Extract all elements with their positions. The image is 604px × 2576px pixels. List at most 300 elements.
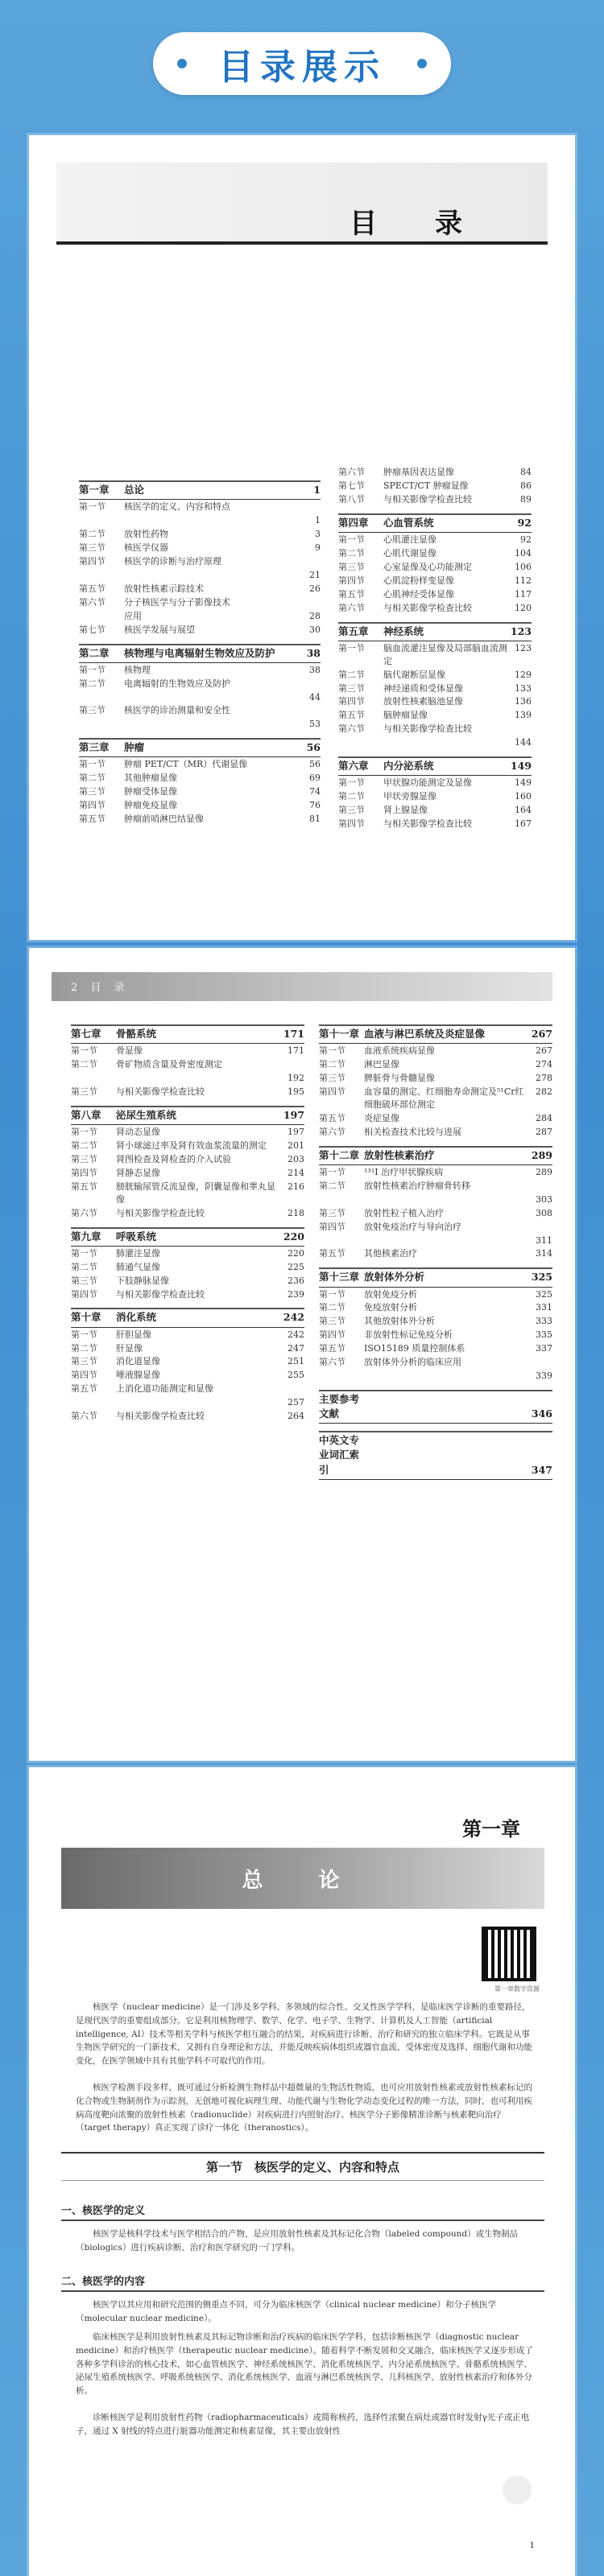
- entry-page: 104: [515, 547, 532, 558]
- entry-number: 第六节: [71, 1411, 97, 1422]
- entry-page: 112: [515, 575, 532, 586]
- toc-entry: [338, 575, 532, 587]
- entry-title: 放射体外分析的临床应用: [364, 1357, 461, 1368]
- section-title: 第一节 核医学的定义、内容和特点: [61, 2152, 544, 2181]
- entry-title: 骨显像: [116, 1045, 143, 1057]
- entry-number: 第七节: [338, 480, 365, 491]
- entry-title: 膀胱输尿管反流显像，阴囊显像和睾丸显像: [116, 1181, 275, 1205]
- qr-caption: 第一章数字资源: [494, 1985, 540, 1993]
- entry-page: 139: [515, 710, 532, 721]
- chapter-page: 123: [510, 624, 532, 637]
- entry-page: 84: [520, 467, 532, 477]
- entry-number: 第二节: [338, 791, 365, 802]
- entry-page: 255: [288, 1370, 304, 1381]
- entry-number: 第四节: [338, 575, 365, 586]
- entry-title: 肝显像: [116, 1342, 143, 1354]
- entry-number: 第三节: [79, 705, 105, 716]
- toc-chapter: [319, 1027, 552, 1044]
- entry-page: 1: [315, 515, 321, 526]
- entry-number: 第八节: [338, 493, 365, 505]
- entry-title: 心肌灌注显像: [383, 534, 436, 545]
- toc-entry: [79, 718, 321, 731]
- toc-entry: [79, 555, 321, 568]
- entry-title: 心肌淀粉样变显像: [383, 575, 454, 586]
- entry-title: 与相关影像学检查比较: [383, 723, 472, 735]
- toc-entry: [338, 804, 532, 817]
- entry-title: 核医学发展与展望: [124, 624, 195, 635]
- entry-title: 炎症显像: [364, 1112, 399, 1123]
- toc-entry: [71, 1410, 304, 1423]
- entry-page: 282: [536, 1086, 552, 1097]
- dot-left-icon: [177, 59, 187, 68]
- chapter-band: [61, 1848, 544, 1909]
- toc-column-left: [79, 473, 321, 826]
- entry-page: 9: [315, 542, 321, 553]
- toc-entry: [319, 1315, 552, 1328]
- entry-title: 肿瘤 PET/CT（MR）代谢显像: [124, 759, 248, 770]
- entry-number: 第五节: [338, 710, 365, 721]
- chapter-number: 主要参考文献: [319, 1393, 360, 1420]
- entry-title: 与相关影像学检查比较: [116, 1288, 205, 1300]
- page-header-text: 2 目 录: [71, 982, 130, 994]
- entry-title: 其他肿瘤显像: [124, 773, 177, 784]
- entry-number: 第一节: [319, 1045, 345, 1057]
- entry-title: 与相关影像学检查比较: [116, 1411, 205, 1422]
- entry-title: 非放射性标记免疫分析: [364, 1329, 453, 1341]
- chapter-title: 泌尿生殖系统: [116, 1108, 177, 1121]
- entry-number: 第二节: [71, 1140, 97, 1151]
- entry-title: 唾液腺显像: [116, 1370, 160, 1381]
- toc-column-left: [71, 1017, 304, 1423]
- entry-title: 肾小球滤过率及肾有效血浆流量的测定: [116, 1140, 267, 1151]
- toc-entry: [79, 813, 321, 826]
- entry-number: 第四节: [319, 1086, 345, 1097]
- entry-number: 第一节: [338, 777, 365, 789]
- chapter-rule: [319, 1390, 552, 1391]
- entry-page: 144: [515, 737, 532, 748]
- entry-page: 160: [515, 791, 532, 802]
- entry-page: 120: [515, 602, 532, 613]
- entry-title: 肿瘤受体显像: [124, 786, 177, 798]
- entry-number: 第二节: [338, 547, 365, 558]
- entry-title: 与相关影像学检查比较: [116, 1086, 205, 1097]
- chapter-number: 第十章: [71, 1311, 101, 1324]
- entry-number: 第二节: [79, 529, 105, 539]
- toc-entry: [338, 642, 532, 668]
- banner-title: 目录展示: [218, 47, 386, 88]
- entry-number: 第三节: [319, 1207, 345, 1218]
- entry-page: 30: [309, 624, 321, 635]
- entry-page: 74: [309, 786, 321, 798]
- chapter-rule: [79, 738, 321, 740]
- entry-title: 肾静态显像: [116, 1167, 160, 1178]
- toc-chapter: [71, 1108, 304, 1125]
- entry-number: 第一节: [79, 664, 105, 675]
- toc-entry: [319, 1166, 552, 1179]
- entry-title: 肿瘤基因表达显像: [383, 467, 454, 477]
- toc-entry: [338, 818, 532, 831]
- entry-number: 第六节: [79, 596, 105, 608]
- entry-title: 上消化道功能测定和显像: [116, 1383, 213, 1395]
- entry-title: 相关检查技术比较与进展: [364, 1126, 461, 1137]
- entry-number: 第五节: [71, 1383, 97, 1395]
- chapter-number: 第八章: [71, 1108, 101, 1121]
- chapter-page: 267: [531, 1028, 552, 1040]
- entry-page: 92: [520, 534, 532, 545]
- toc-entry: [71, 1369, 304, 1382]
- entry-title: 脑肿瘤显像: [383, 710, 428, 721]
- entry-page: 136: [515, 696, 532, 707]
- chapter-page: 92: [517, 516, 532, 529]
- entry-number: 第一节: [338, 642, 365, 653]
- entry-page: 195: [288, 1086, 304, 1097]
- entry-title: 淋巴显像: [364, 1059, 399, 1070]
- entry-page: 257: [288, 1397, 304, 1408]
- entry-title: 下肢静脉显像: [116, 1275, 169, 1286]
- entry-title: 肺通气显像: [116, 1261, 160, 1272]
- entry-title: 肿瘤免疫显像: [124, 800, 177, 811]
- toc-entry: [79, 610, 321, 623]
- entry-page: 218: [288, 1207, 304, 1218]
- intro-paragraph: 核医学（nuclear medicine）是一门涉及多学科、多领域的综合性、交叉性医学学科，是临床医学诊断的重要路径，是现代医学的重要组成部分。它是利用核物理学、数学、化学、电子学、生物学、计算机及人工智能（artificial intelligence, AI）技术等相关学科与核医学相互融合的结果，对疾病进行诊断、治疗和研究的独立临床学科。它既是从事生物医学研究的一门新技术，又拥有自身理论和方法，并能反映疾病体组织或器官血流、受体密度及选择、细胞代谢和功能变化，在医学领域中具有其他学科不可取代的作用。: [76, 2002, 532, 2067]
- subsection-text: 临床核医学是利用放射性核素及其标记物诊断和治疗疾病的临床医学学科，包括诊断核医学（diagnostic nuclear medicine）和治疗核医学（therapeutic nuclear medicine）。随着科学不断发展和交叉融合，临床核医学又逐步形成了各种多学科诊治的核心技术，如心血管核医学、神经系统核医学、消化系统核医学、内分泌系统核医学、骨骼系统核医学、泌尿生殖系统核医学、呼吸系统核医学、消化系统核医学、血液与淋巴系统核医学、儿科核医学、放射性核素治疗和体外分析。: [76, 2332, 533, 2397]
- chapter-page: 197: [283, 1108, 304, 1121]
- entry-number: 第二节: [71, 1342, 97, 1354]
- entry-number: 第二节: [319, 1302, 345, 1313]
- entry-page: 267: [536, 1045, 552, 1057]
- toc-chapter: [338, 624, 532, 641]
- entry-page: 242: [288, 1329, 304, 1340]
- entry-number: 第四节: [71, 1370, 97, 1381]
- intro-paragraph-2: 核医学检测手段多样，既可通过分析检测生物样品中超微量的生物活性物质，也可应用放射性核素或放射性核素标记的化合物或生物制剂作为示踪剂，无创地可视化病理生理、功能代谢与生物化学动态变化过程的唯一方法，同时，也可利用疾病高度靶向浓聚的放射性核素（radionuclide）对疾病进行内照射治疗。核医学分子影像精准诊断与核素靶向治疗（target therapy）真正实现了诊疗一体化（theranostics）。: [76, 2083, 532, 2133]
- entry-page: 311: [536, 1234, 552, 1246]
- toc-title: 目 录: [350, 208, 486, 240]
- toc-entry: [338, 723, 532, 736]
- toc-entry: [338, 669, 532, 682]
- pen-icon: [503, 2475, 532, 2504]
- chapter-number: 第三章: [79, 741, 110, 754]
- entry-title: 核医学的诊治测量和安全性: [124, 705, 230, 716]
- entry-title: 肾上腺显像: [383, 805, 428, 816]
- entry-number: 第四节: [71, 1288, 97, 1300]
- entry-title: 分子核医学与分子影像技术: [124, 596, 230, 608]
- chapter-title: 核物理与电离辐射生物效应及防护: [124, 646, 275, 659]
- entry-number: 第三节: [338, 561, 365, 572]
- chapter-rule: [319, 1146, 552, 1148]
- toc-entry: [71, 1261, 304, 1274]
- toc-entry: [71, 1167, 304, 1180]
- toc-chapter: [319, 1270, 552, 1287]
- entry-page: 123: [515, 642, 532, 653]
- toc-entry: [338, 588, 532, 601]
- chapter-rule: [79, 644, 321, 645]
- entry-title: 神经递质和受体显像: [383, 682, 463, 694]
- entry-page: 3: [315, 529, 321, 539]
- toc-entry: [338, 682, 532, 695]
- chapter-number: 第十三章: [319, 1271, 360, 1284]
- toc-entry: [319, 1072, 552, 1085]
- toc-entry: [79, 704, 321, 717]
- chapter-label: 第一章: [462, 1817, 520, 1840]
- toc-entry: [319, 1086, 552, 1111]
- toc-entry: [319, 1329, 552, 1342]
- toc-entry: [79, 691, 321, 704]
- entry-title: 放射免疫治疗与导向治疗: [364, 1221, 461, 1232]
- chapter-rule: [338, 756, 532, 758]
- entry-title: 肿瘤前哨淋巴结显像: [124, 814, 204, 825]
- chapter-number: 第十二章: [319, 1148, 360, 1161]
- entry-title: 脾脏骨与骨髓显像: [364, 1073, 435, 1083]
- entry-title: 脑代谢断层显像: [383, 669, 445, 680]
- entry-page: 26: [309, 583, 321, 594]
- entry-number: 第五节: [71, 1181, 97, 1192]
- entry-number: 第四节: [338, 818, 365, 830]
- chapter-page: 325: [531, 1271, 552, 1284]
- entry-number: 第一节: [338, 534, 365, 545]
- entry-page: 339: [536, 1370, 552, 1382]
- toc-entry: [79, 785, 321, 798]
- dot-right-icon: [417, 59, 427, 68]
- toc-entry: [338, 466, 532, 479]
- entry-number: 第三节: [319, 1316, 345, 1327]
- subsection-title: 二、核医学的内容: [61, 2273, 544, 2292]
- toc-entry: [79, 542, 321, 554]
- entry-title: 血容量的测定、红细胞寿命测定及⁵¹Cr红细胞破坏部位测定: [364, 1086, 524, 1110]
- toc-entry: [319, 1234, 552, 1247]
- toc-entry: [338, 480, 532, 493]
- entry-number: 第四节: [319, 1329, 345, 1341]
- toc-entry: [319, 1193, 552, 1206]
- toc-entry: [338, 709, 532, 722]
- entry-page: 251: [288, 1356, 304, 1367]
- toc-entry: [319, 1301, 552, 1314]
- chapter-title: 内分泌系统: [383, 760, 434, 773]
- toc-entry: [319, 1221, 552, 1234]
- entry-number: 第二节: [319, 1180, 345, 1191]
- entry-page: 216: [288, 1181, 304, 1192]
- toc-entry: [319, 1045, 552, 1057]
- entry-page: 308: [536, 1207, 552, 1218]
- subsection-title: 一、核医学的定义: [61, 2202, 544, 2221]
- chapter-rule: [71, 1024, 304, 1026]
- chapter-title: 血液与淋巴系统及炎症显像: [364, 1028, 486, 1040]
- chapter-title: 总 论: [242, 1868, 364, 1893]
- chapter-number: 第六章: [338, 760, 369, 773]
- entry-number: 第六节: [338, 602, 365, 613]
- entry-number: 第六节: [319, 1126, 345, 1137]
- entry-number: 第六节: [71, 1207, 97, 1218]
- toc-entry: [79, 583, 321, 596]
- toc-chapter: [338, 516, 532, 533]
- entry-title: ¹³¹I 治疗甲状腺疾病: [364, 1166, 444, 1177]
- entry-number: 第三节: [319, 1073, 345, 1083]
- chapter-page: [29, 1767, 575, 2576]
- chapter-number: 第一章: [79, 484, 110, 496]
- entry-number: 第四节: [79, 800, 105, 811]
- entry-page: 69: [309, 773, 321, 784]
- entry-page: 274: [536, 1059, 552, 1070]
- toc-divider: [56, 241, 548, 245]
- entry-page: 106: [515, 561, 532, 572]
- toc-chapter: [79, 483, 321, 500]
- entry-page: 333: [536, 1316, 552, 1327]
- entry-title: 与相关影像学检查比较: [383, 493, 472, 505]
- chapter-rule: [338, 513, 532, 515]
- entry-page: 149: [515, 777, 532, 789]
- entry-title: 心室显像及心功能测定: [383, 561, 472, 572]
- chapter-rule: [319, 1431, 552, 1432]
- toc-entry: [79, 514, 321, 527]
- entry-title: 放射性核素治疗肿瘤骨转移: [364, 1180, 470, 1191]
- entry-page: 86: [520, 480, 532, 491]
- toc-entry: [71, 1329, 304, 1342]
- entry-number: 第一节: [71, 1247, 97, 1259]
- entry-title: 放射性粒子植入治疗: [364, 1207, 444, 1218]
- entry-number: 第三节: [71, 1086, 97, 1097]
- chapter-page: 242: [283, 1311, 304, 1324]
- entry-number: 第四节: [319, 1221, 345, 1232]
- entry-title: 与相关影像学检查比较: [383, 818, 472, 830]
- entry-number: 第六节: [338, 723, 365, 735]
- entry-title: 肝胆显像: [116, 1329, 151, 1340]
- entry-title: 消化道显像: [116, 1356, 160, 1367]
- chapter-number: 第五章: [338, 624, 369, 637]
- chapter-rule: [71, 1106, 304, 1107]
- subsection-text: 核医学以其应用和研究范围的侧重点不同，可分为临床核医学（clinical nuclear medicine）和分子核医学（molecular nuclear medicine）。: [76, 2300, 497, 2323]
- entry-page: 214: [288, 1167, 304, 1178]
- toc-entry: [338, 493, 532, 506]
- chapter-page: 1: [313, 484, 321, 496]
- chapter-page: 220: [283, 1230, 304, 1243]
- toc-entry: [71, 1140, 304, 1152]
- entry-number: 第五节: [79, 583, 105, 594]
- chapter-number: 第九章: [71, 1230, 101, 1243]
- entry-number: 第六节: [319, 1357, 345, 1368]
- entry-number: 第一节: [319, 1166, 345, 1177]
- entry-title: 心肌代谢显像: [383, 547, 436, 558]
- entry-number: 第三节: [79, 786, 105, 798]
- toc-entry: [71, 1383, 304, 1395]
- entry-title: 其他放射体外分析: [364, 1316, 435, 1327]
- toc-entry: [319, 1370, 552, 1383]
- toc-entry: [338, 790, 532, 803]
- entry-page: 44: [309, 691, 321, 703]
- toc-entry: [71, 1247, 304, 1260]
- toc-column-right: [319, 1017, 552, 1480]
- chapter-title: 骨骼系统: [116, 1028, 157, 1040]
- toc-chapter: [319, 1148, 552, 1165]
- entry-number: 第二节: [319, 1059, 345, 1070]
- subsection-text: 诊断核医学是利用放射性药物（radiopharmaceuticals）或简称核药，选择性浓聚在病灶或器官时发射γ光子或正电子，通过 X 射线的特点进行脏器功能测定和核素显像，其主要由放射性: [76, 2413, 530, 2436]
- entry-page: 133: [515, 682, 532, 694]
- entry-page: 331: [536, 1302, 552, 1313]
- toc-entry: [319, 1247, 552, 1260]
- toc-page-1: [29, 135, 575, 940]
- chapter-title: 神经系统: [383, 624, 424, 637]
- toc-entry: [71, 1181, 304, 1206]
- chapter-page: 171: [283, 1028, 304, 1040]
- toc-chapter: [71, 1027, 304, 1044]
- entry-page: 247: [288, 1342, 304, 1354]
- entry-number: 第二节: [338, 669, 365, 680]
- chapter-page: 347: [531, 1463, 552, 1476]
- chapter-number: 第二章: [79, 646, 110, 659]
- banner-title-pill: [153, 32, 451, 95]
- toc-entry: [79, 678, 321, 690]
- entry-title: 与相关影像学检查比较: [116, 1207, 205, 1218]
- entry-number: 第五节: [319, 1248, 345, 1259]
- entry-page: 314: [536, 1248, 552, 1259]
- entry-number: 第二节: [79, 773, 105, 784]
- chapter-number: 第四章: [338, 516, 369, 529]
- entry-title: 血液系统疾病显像: [364, 1045, 435, 1057]
- entry-page: 278: [536, 1073, 552, 1083]
- entry-title: 肾图检查及肾检查的介入试验: [116, 1153, 231, 1164]
- entry-page: 287: [536, 1126, 552, 1137]
- chapter-rule: [319, 1267, 552, 1269]
- entry-title: 放射性药物: [124, 529, 168, 539]
- toc-entry: [319, 1342, 552, 1355]
- entry-number: 第一节: [71, 1127, 97, 1137]
- toc-entry: [71, 1275, 304, 1288]
- toc-entry: [71, 1207, 304, 1220]
- chapter-title: 放射体外分析: [364, 1271, 425, 1284]
- entry-number: 第六节: [338, 467, 365, 477]
- chapter-title: 消化系统: [116, 1311, 157, 1324]
- entry-title: 肾动态显像: [116, 1127, 160, 1137]
- toc-chapter: [338, 759, 532, 776]
- entry-title: ISO15189 质量控制体系: [364, 1343, 465, 1354]
- chapter-title: 肿瘤: [124, 741, 145, 754]
- toc-entry: [319, 1126, 552, 1139]
- toc-entry: [79, 664, 321, 677]
- chapter-number: 中英文专业词汇索引: [319, 1434, 360, 1476]
- entry-page: 129: [515, 669, 532, 680]
- entry-number: 第一节: [71, 1045, 97, 1057]
- chapter-rule: [71, 1227, 304, 1229]
- entry-title: 核医学仪器: [124, 542, 168, 553]
- entry-number: 第三节: [338, 682, 365, 694]
- toc-page-2: [29, 948, 575, 1761]
- entry-page: 28: [309, 610, 321, 621]
- chapter-rule: [71, 1308, 304, 1309]
- toc-entry: [71, 1342, 304, 1355]
- entry-title: SPECT/CT 肿瘤显像: [383, 480, 469, 491]
- entry-number: 第二节: [71, 1261, 97, 1272]
- entry-number: 第一节: [79, 501, 105, 513]
- chapter-rule: [319, 1024, 552, 1026]
- entry-title: 核物理: [124, 664, 151, 675]
- entry-page: 264: [288, 1411, 304, 1422]
- toc-entry: [319, 1180, 552, 1193]
- entry-page: 56: [309, 759, 321, 770]
- entry-number: 第七节: [79, 624, 105, 635]
- entry-number: 第一节: [79, 759, 105, 770]
- toc-chapter: [79, 646, 321, 663]
- entry-page: 220: [288, 1247, 304, 1259]
- toc-chapter: [319, 1433, 552, 1479]
- entry-page: 289: [536, 1166, 552, 1177]
- chapter-page: 149: [510, 760, 532, 773]
- entry-number: 第四节: [338, 696, 365, 707]
- entry-title: 核医学的定义、内容和特点: [124, 501, 230, 513]
- chapter-title: 总论: [124, 484, 145, 496]
- entry-page: 171: [288, 1045, 304, 1057]
- entry-number: 第五节: [319, 1112, 345, 1123]
- toc-entry: [338, 736, 532, 749]
- toc-entry: [319, 1058, 552, 1071]
- toc-entry: [71, 1396, 304, 1409]
